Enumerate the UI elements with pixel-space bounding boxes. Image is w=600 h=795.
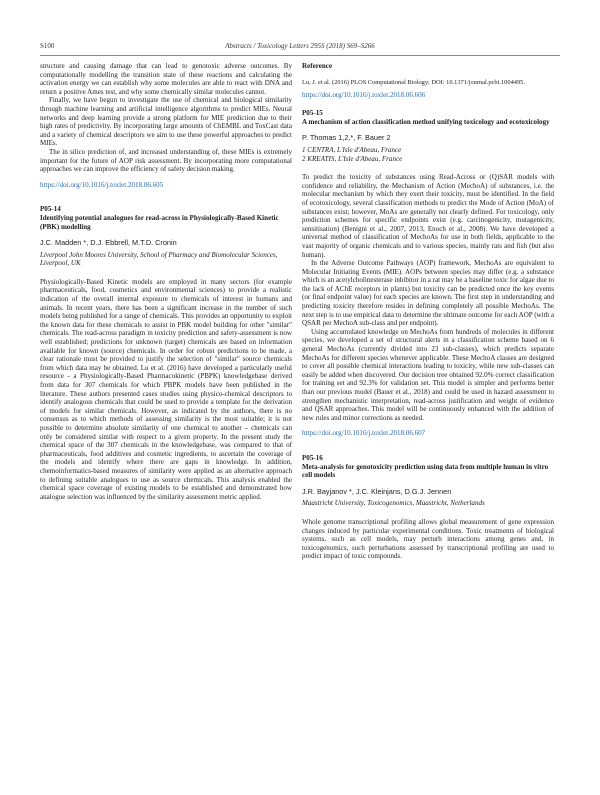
abstract-authors: J.C. Madden *, D.J. Ebbrell, M.T.D. Cronin	[40, 238, 177, 248]
abstract-affiliation-1: 1 CENTRA, L'Isle d'Abeau, France	[302, 145, 402, 154]
header-rule	[40, 55, 560, 56]
abstract-body-3: Using accumulated knowledge on MechoAs from hundreds of molecules in different species, we developed a set of structural alerts in a classification scheme based on 6 general MechoAs (currently divided into 23 sub-classes), which predicts separate MechoAs for different species whenever applicable. These MechoA classes are designed to cover all possible chemical interactions leading to toxicity, while new sub-classes can easily be added when discovered. Our decision tree obtained 92.0% correct classification for training set and 92.3% for validation set. This model is simpler and performs better than our previous model (Bauer et al., 2018) and could be used in hazard assessment to strengthen mechanistic interpretation, read-across justification and weight of evidence and QSAR approaches. This model will be continuously enhanced with the addition of new rules and minor corrections as needed.	[302, 327, 554, 422]
abstract-affiliation: Liverpool John Moores University, School of Pharmacy and Biomolecular Sciences, Liverpool, UK	[40, 250, 278, 268]
abstract-title: Meta-analysis for genotoxicity prediction using data from multiple human in vitro cell models	[302, 462, 549, 480]
doi-link-606[interactable]: https://doi.org/10.1016/j.toxlet.2018.06.606	[302, 90, 426, 99]
reference-entry: Lu, J. et al. (2016) PLOS Computational Biology; DOI: 10.1371/journal.pcbi.1004495.	[302, 78, 525, 86]
carryover-paragraph-3: The in silico prediction of, and increased understanding of, these MIEs is extremely important for the future of AOP risk assessment. By incorporating more computational approaches we can improve the efficiency of safety decision making.	[40, 147, 292, 174]
abstract-p05-15	[302, 109, 554, 438]
abstract-id: P05-16	[302, 453, 323, 462]
left-column	[40, 62, 292, 501]
doi-link-607[interactable]: https://doi.org/10.1016/j.toxlet.2018.06.607	[302, 429, 426, 438]
abstract-id: P05-15	[302, 109, 323, 118]
carryover-paragraph-2: Finally, we have begun to investigate the use of chemical and biological similarity through machine learning and artificial intelligence algorithms to predict MIEs. Neural networks and deep learning provide a strong platform for MIE prediction due to their high rates of predictivity. By incorporating large amounts of ChEMBL and ToxCast data and a variety of chemical descriptors we aim to use these powerful approaches to predict MIEs.	[40, 96, 292, 148]
abstract-id: P05-14	[40, 205, 61, 214]
page-number: S100	[40, 42, 55, 50]
abstract-body: Whole genome transcriptional profiling allows global measurement of gene expression changes induced by particular experimental conditions. Toxic treatments of biological systems, such as cell models, may perturb interactions among genes and, in toxicogenomics, such perturbations assessed by transcriptional profiling are used to predict impact of toxic compounds.	[302, 517, 554, 561]
page-header	[40, 42, 560, 54]
abstract-body-1: To predict the toxicity of substances using Read-Across or (Q)SAR models with confidence and reliability, the Mechanism of Action (MechoA) of substances, i.e. the molecular mechanism by which they exert their toxicity, must be identified. In the field of ecotoxicology, several classification methods to predict the Mode of Action (MoA) of substances exist; however, MoAs are generally not clearly defined. For toxicology, only prediction schemes for specific endpoints exist (e.g. carcinogenicity, mutagenicity, sensitisation) (Benigni et al., 2007, 2013, Enoch et al., 2008). We have developed a universal method of classification of MechoAs for use in both fields, applicable to the vast majority of organic chemicals and to various species, mainly rats and fish (but also human).	[302, 173, 554, 259]
abstract-body-2: In the Adverse Outcome Pathways (AOP) framework, MechoAs are equivalent to Molecular Initiating Events (MIE). AOPs between species may differ (e.g. a substance which is an acetylcholinesterase inhibitor in a rat may be a baseline toxic for algae due to the lack of AChE receptors in plants) but toxicity can be predicted once the key events (or final endpoint value) for each species are known. The first step in understanding and predicting toxicity therefore resides in defining completely all possible MechoAs. The next step is to use empirical data to determine the ultimate outcome for each AOP (with a QSAR per MechoA sub-class and per endpoint).	[302, 259, 554, 328]
doi-link-605[interactable]: https://doi.org/10.1016/j.toxlet.2018.06.605	[40, 180, 164, 189]
abstract-p05-14	[40, 205, 292, 501]
abstract-p05-16	[302, 454, 554, 561]
abstract-affiliation: Maastricht University, Toxicogenomics, Maastricht, Netherlands	[302, 499, 485, 508]
carryover-paragraph-1: structure and causing damage that can lead to genotoxic adverse outcomes. By computationally modelling the transition state of these reactions and calculating the activation energy we can establish why some molecules are able to react with DNA and return a positive Ames test, and why some chemically similar molecules cannot.	[40, 62, 292, 96]
abstract-body: Physiologically-Based Kinetic models are employed in many sectors (for example pharmaceuticals, food, cosmetics and environmental sciences) to provide a realistic indication of the overall internal exposure to chemicals of interest in humans and animals. In recent years, there has been a significant increase in the number of such models being published for a range of chemicals. This provides an opportunity to exploit the known data for these chemicals to assist in PBK model building for other "similar" chemicals. The read-across paradigm in toxicity prediction and safety-assessment is now well established; predictions for unknown (target) chemicals are based on information available for known (source) chemicals. In order for robust predictions to be made, a clear rationale must be provided to justify the selection of "similar" source chemicals from which data may be obtained. Lu et al. (2016) have developed a particularly useful resource - a Physiologically-Based Pharmacokinetic (PBPK) knowledgebase derived from data for 307 chemicals for which PBPK models have been published in the literature. These authors presented cases studies using physico-chemical descriptors to identify analogous chemicals that could be used to provide a template for the derivation of models for similar chemicals. However, as indicated by the authors, there is no consensus as to which methods of assessing similarity is the most suitable; it is not possible to determine absolute similarity of one chemical to another – chemicals can only be considered similar with respect to a given property. In the present study the chemical space of the 307 chemicals in the knowledgebase, was compared to that of pharmaceuticals, food additives and cosmetic ingredients, to ascertain the coverage of the models and identify where there are gaps in knowledge. In addition, chemoinformatics-based measures of similarity were applied as an alternative approach to defining suitable analogues to use as source chemicals. This analysis enabled the chemical space coverage of existing models to be established and demonstrated how analogue selection was influenced by the similarity assessment metric applied.	[40, 277, 292, 501]
abstract-authors: P. Thomas 1,2,*, F. Bauer 2	[302, 133, 391, 143]
abstract-authors: J.R. Bayjanov *, J.C. Kleinjans, D.G.J. Jennen	[302, 486, 452, 496]
journal-reference: Abstracts / Toxicology Letters 295S (2018) S69–S266	[225, 42, 375, 50]
reference-heading: Reference	[302, 62, 332, 70]
abstract-title: A mechanism of action classification method unifying toxicology and ecotoxicology	[302, 117, 550, 126]
right-column	[302, 62, 554, 561]
abstract-title: Identifying potential analogues for read-across in Physiologically-Based Kinetic (PBK) modelling	[40, 213, 279, 231]
abstract-affiliation-2: 2 KREATIS, L'Isle d'Abeau, France	[302, 154, 403, 163]
